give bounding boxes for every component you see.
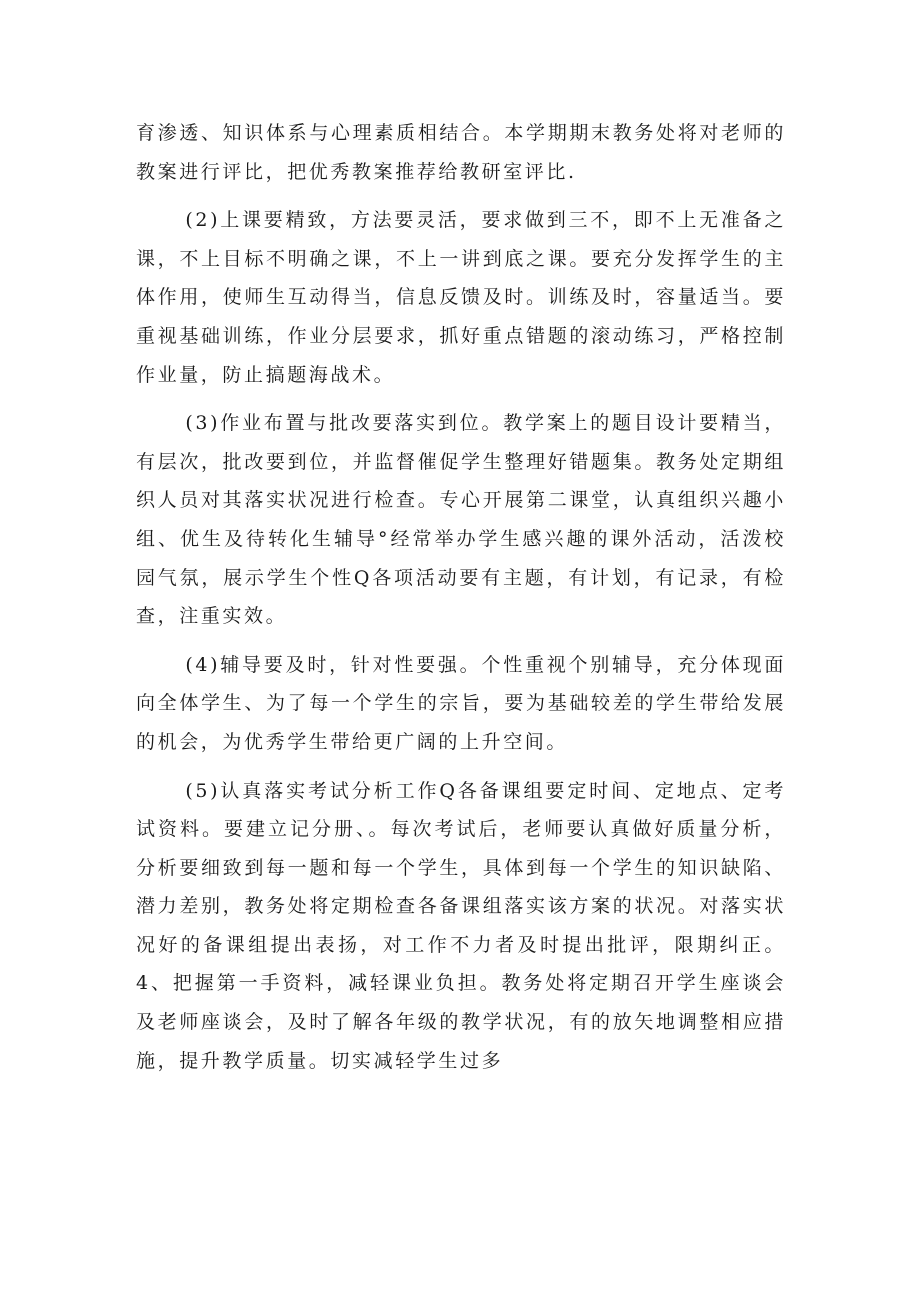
paragraph-item-2: (2)上课要精致，方法要灵活，要求做到三不，即不上无准备之课，不上目标不明确之课，不上一讲到底之课。要充分发挥学生的主体作用，使师生互动得当，信息反馈及时。训练及时，容量适当。要重视基础训练，作业分层要求，抓好重点错题的滚动练习，严格控制作业量，防止搞题海战术。 (136, 209, 786, 386)
paragraph-item-4: (4)辅导要及时，针对性要强。个性重视个别辅导，充分体现面向全体学生、为了每一个学生的宗旨，要为基础较差的学生带给发展的机会，为优秀学生带给更广阔的上升空间。 (136, 653, 786, 753)
paragraph-continuation: 育渗透、知识体系与心理素质相结合。本学期期末教务处将对老师的教案进行评比，把优秀教案推荐给教研室评比. (136, 122, 786, 183)
paragraph-item-5: (5)认真落实考试分析工作Q各备课组要定时间、定地点、定考试资料。要建立记分册、。每次考试后，老师要认真做好质量分析，分析要细致到每一题和每一个学生，具体到每一个学生的知识缺陷、潜力差别，教务处将定期检查各备课组落实该方案的状况。对落实状况好的备课组提出表扬，对工作不力者及时提出批评，限期纠正。4、把握第一手资料，减轻课业负担。教务处将定期召开学生座谈会及老师座谈会，及时了解各年级的教学状况，有的放矢地调整相应措施，提升教学质量。切实减轻学生过多 (136, 779, 786, 1072)
document-body (136, 114, 786, 1080)
paragraph-item-3: (3)作业布置与批改要落实到位。教学案上的题目设计要精当，有层次，批改要到位，并监督催促学生整理好错题集。教务处定期组织人员对其落实状况进行检查。专心开展第二课堂，认真组织兴趣小组、优生及待转化生辅导°经常举办学生感兴趣的课外活动，活泼校园气氛，展示学生个性Q各项活动要有主题，有计划，有记录，有检查，注重实效。 (136, 412, 786, 628)
